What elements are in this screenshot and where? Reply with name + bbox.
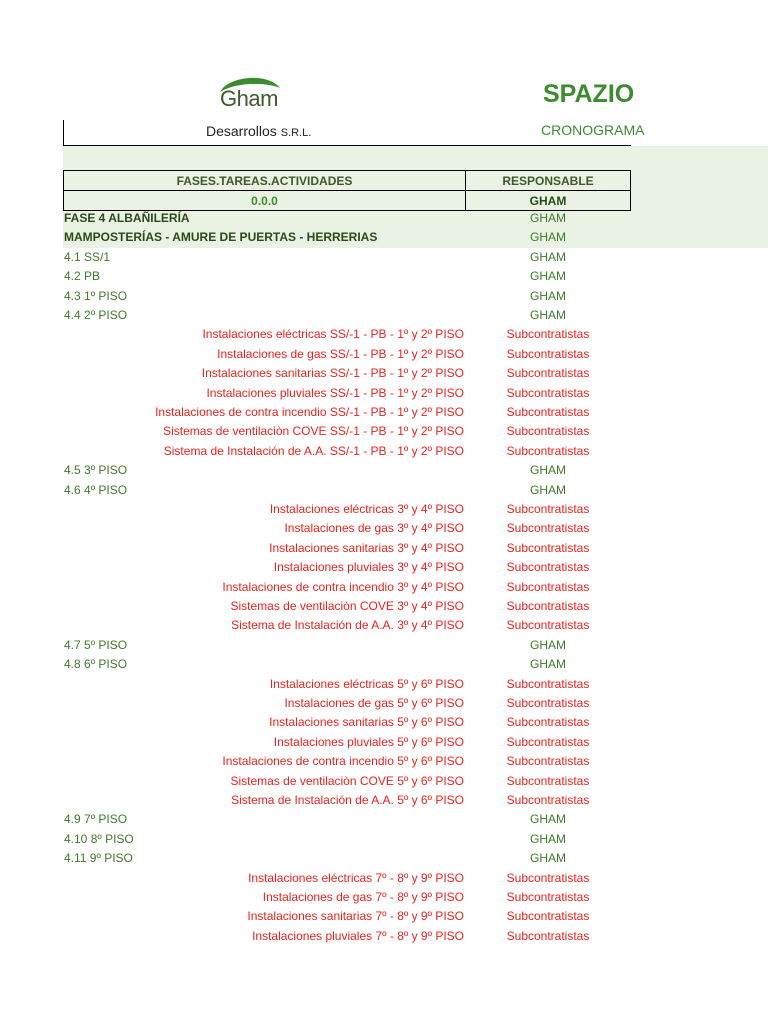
table-row	[63, 364, 768, 383]
table-row	[63, 558, 768, 577]
task-label: Instalaciones de gas SS/-1 - PB - 1º y 2º PISO	[217, 346, 464, 361]
task-label: Sistemas de ventilaciòn COVE 3º y 4º PISO	[230, 599, 464, 613]
responsible-label: Subcontratistas	[506, 366, 590, 381]
task-label: 4.7 5º PISO	[64, 637, 128, 652]
table-row	[63, 403, 768, 422]
responsible-label: Subcontratistas	[506, 793, 590, 807]
task-label: Sistemas de ventilaciòn COVE SS/-1 - PB - 1º y 2º PISO	[163, 424, 464, 439]
task-label: FASE 4 ALBAÑILERÍA	[64, 211, 190, 225]
table-row	[63, 713, 768, 732]
company-name-text: Desarrollos	[206, 123, 277, 139]
column-header-responsible: RESPONSABLE	[465, 170, 631, 191]
table-row	[63, 810, 768, 829]
table-row	[63, 927, 768, 946]
responsible-label: Subcontratistas	[506, 696, 590, 710]
task-label: 4.5 3º PISO	[64, 463, 128, 478]
responsible-label: GHAM	[530, 308, 566, 322]
responsible-label: Subcontratistas	[506, 734, 590, 749]
table-row	[63, 578, 768, 597]
task-label: Instalaciones sanitarias SS/-1 - PB - 1º y 2º PISO	[201, 366, 464, 381]
task-label: Sistema de Instalación de A.A. 3º y 4º PISO	[231, 618, 464, 633]
responsible-label: GHAM	[530, 288, 566, 303]
task-label: Instalaciones sanitarias 7º - 8º y 9º PISO	[247, 909, 464, 924]
table-row	[63, 675, 768, 694]
table-row	[63, 325, 768, 344]
company-logo	[218, 74, 282, 118]
task-label: Instalaciones de contra incendio 5º y 6º PISO	[222, 754, 464, 769]
table-row	[63, 519, 768, 538]
task-label: 4.11 9º PISO	[64, 851, 133, 866]
responsible-label: Subcontratistas	[506, 502, 590, 516]
responsible-label: Subcontratistas	[506, 443, 590, 458]
table-row	[63, 267, 768, 286]
summary-row	[63, 190, 631, 210]
table-row	[63, 830, 768, 849]
task-label: 4.2 PB	[64, 269, 101, 284]
task-label: Instalaciones pluviales 7º - 8º y 9º PISO	[252, 928, 464, 943]
responsible-label: Subcontratistas	[506, 540, 590, 555]
task-label: Sistema de Instalación de A.A. SS/-1 - PB - 1º y 2º PISO	[163, 443, 464, 458]
task-label: Instalaciones eléctricas SS/-1 - PB - 1º y 2º PISO	[202, 327, 464, 342]
responsible-label: Subcontratistas	[506, 385, 590, 400]
responsible-label: Subcontratistas	[506, 560, 590, 575]
table-row	[63, 209, 768, 228]
responsible-label: GHAM	[530, 657, 566, 672]
table-row	[63, 422, 768, 441]
summary-responsible: GHAM	[465, 190, 631, 211]
task-label: 4.10 8º PISO	[64, 831, 134, 846]
task-label: Instalaciones sanitarias 5º y 6º PISO	[269, 715, 464, 730]
responsible-label: Subcontratistas	[506, 890, 590, 904]
task-label: Instalaciones de gas 3º y 4º PISO	[284, 521, 464, 536]
task-label: 4.3 1º PISO	[64, 288, 128, 303]
table-row	[63, 849, 768, 868]
responsible-label: GHAM	[530, 482, 566, 497]
responsible-label: GHAM	[530, 211, 566, 225]
responsible-label: Subcontratistas	[506, 521, 590, 536]
responsible-label: Subcontratistas	[506, 405, 590, 419]
responsible-label: Subcontratistas	[506, 579, 590, 594]
task-label: Instalaciones de contra incendio 3º y 4º PISO	[222, 579, 464, 594]
table-row	[63, 752, 768, 771]
responsible-label: Subcontratistas	[506, 754, 590, 769]
table-row	[63, 442, 768, 461]
task-label: 4.1 SS/1	[64, 249, 111, 264]
responsible-label: Subcontratistas	[506, 928, 590, 943]
table-row	[63, 597, 768, 616]
table-row	[63, 248, 768, 267]
responsible-label: Subcontratistas	[506, 327, 590, 342]
divider-vertical	[63, 120, 64, 146]
task-label: Instalaciones de gas 5º y 6º PISO	[284, 696, 464, 710]
table-row	[63, 616, 768, 635]
table-row	[63, 539, 768, 558]
responsible-label: GHAM	[530, 851, 566, 866]
task-label: Instalaciones eléctricas 5º y 6º PISO	[269, 676, 464, 691]
task-label: Instalaciones sanitarias 3º y 4º PISO	[269, 540, 464, 555]
table-row	[63, 655, 768, 674]
responsible-label: Subcontratistas	[506, 773, 590, 788]
table-row	[63, 384, 768, 403]
responsible-label: Subcontratistas	[506, 870, 590, 885]
header-band-right	[631, 170, 768, 210]
table-row	[63, 500, 768, 519]
table-row	[63, 907, 768, 926]
responsible-label: GHAM	[530, 230, 566, 245]
company-suffix: S.R.L.	[280, 127, 312, 139]
table-row	[63, 481, 768, 500]
responsible-label: GHAM	[530, 269, 566, 284]
task-label: 4.8 6º PISO	[64, 657, 128, 672]
responsible-label: GHAM	[530, 249, 566, 264]
task-label: 4.6 4º PISO	[64, 482, 128, 497]
responsible-label: Subcontratistas	[506, 676, 590, 691]
table-row	[63, 306, 768, 325]
table-row	[63, 791, 768, 810]
logo-wordmark: Gham	[220, 86, 278, 111]
task-label: Instalaciones eléctricas 7º - 8º y 9º PISO	[248, 870, 464, 885]
header-band	[63, 146, 768, 170]
column-header-tasks: FASES.TAREAS.ACTIVIDADES	[63, 170, 466, 191]
table-row	[63, 694, 768, 713]
table-row	[63, 287, 768, 306]
task-label: Instalaciones pluviales SS/-1 - PB - 1º y 2º PISO	[206, 385, 464, 400]
task-label: Instalaciones de gas 7º - 8º y 9º PISO	[262, 890, 464, 904]
responsible-label: GHAM	[530, 812, 566, 827]
responsible-label: Subcontratistas	[506, 618, 590, 633]
responsible-label: GHAM	[530, 463, 566, 478]
column-header-row	[63, 170, 631, 190]
task-label: Sistemas de ventilaciòn COVE 5º y 6º PISO	[230, 773, 464, 788]
responsible-label: Subcontratistas	[506, 715, 590, 730]
table-row	[63, 345, 768, 364]
task-label: Instalaciones pluviales 3º y 4º PISO	[273, 560, 464, 575]
table-row	[63, 888, 768, 907]
responsible-label: GHAM	[530, 831, 566, 846]
responsible-label: Subcontratistas	[506, 346, 590, 361]
table-row	[63, 772, 768, 791]
responsible-label: Subcontratistas	[506, 599, 590, 613]
project-subtitle: CRONOGRAMA	[541, 122, 645, 138]
task-label: Instalaciones de contra incendio SS/-1 - PB - 1º y 2º PISO	[155, 405, 464, 419]
table-row	[63, 869, 768, 888]
task-label: MAMPOSTERÍAS - AMURE DE PUERTAS - HERRERIAS	[64, 230, 378, 245]
company-name	[206, 123, 311, 139]
responsible-label: GHAM	[530, 637, 566, 652]
table-row	[63, 733, 768, 752]
task-label: Instalaciones eléctricas 3º y 4º PISO	[269, 502, 464, 516]
table-row	[63, 228, 768, 247]
task-label: 4.4 2º PISO	[64, 308, 128, 322]
task-label: Instalaciones pluviales 5º y 6º PISO	[273, 734, 464, 749]
table-row	[63, 461, 768, 480]
task-label: Sistema de Instalación de A.A. 5º y 6º PISO	[231, 793, 464, 807]
responsible-label: Subcontratistas	[506, 909, 590, 924]
table-row	[63, 636, 768, 655]
responsible-label: Subcontratistas	[506, 424, 590, 439]
task-label: 4.9 7º PISO	[64, 812, 128, 827]
summary-code: 0.0.0	[63, 190, 466, 211]
project-title: SPAZIO	[543, 80, 635, 108]
